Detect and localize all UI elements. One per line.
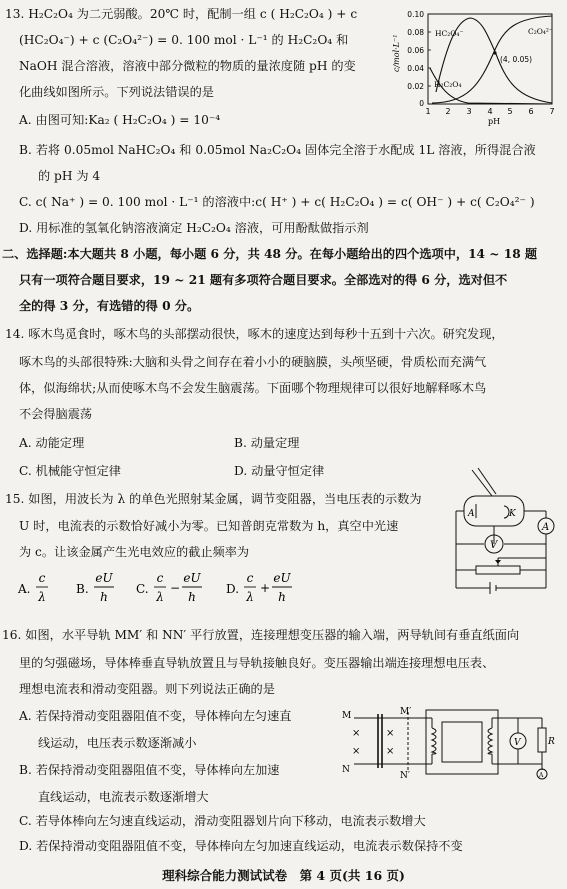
field-cross: ×: [352, 728, 361, 739]
q16-option-a-cont: 线运动，电压表示数逐渐减小: [38, 736, 197, 750]
q13-option-b: B. 若将 0.05mol NaHC₂O₄ 和 0.05mol Na₂C₂O₄ 固体完全溶于水配成 1L 溶液，所得混合液: [19, 143, 536, 157]
q14-line-4: 不会得脑震荡: [19, 407, 93, 421]
q14-line-3: 体，似海绵状;从而使啄木鸟不会发生脑震荡。下面哪个物理规律可以很好地解释啄木鸟: [19, 381, 487, 395]
frac-den: h: [278, 590, 286, 604]
q13-option-d: D. 用标准的氢氧化钠溶液滴定 H₂C₂O₄ 溶液，可用酚酞做指示剂: [19, 221, 369, 235]
q16-transformer-diagram: [342, 704, 558, 782]
xtick: 6: [528, 107, 534, 116]
q13-line-1: 13. H₂C₂O₄ 为二元弱酸。20℃ 时，配制一组 c ( H₂C₂O₄ ) + c: [5, 7, 358, 21]
q15-line-2: U 时，电流表的示数恰好减小为零。已知普朗克常数为 h，真空中光速: [19, 519, 399, 533]
q13-line-4: 化曲线如图所示。下列说法错误的是: [19, 85, 214, 99]
label-n-prime: N′: [400, 771, 410, 781]
tube-label-k: K: [509, 509, 516, 519]
xtick: 3: [466, 107, 472, 116]
frac-den: λ: [246, 590, 254, 604]
frac-num: c: [38, 571, 46, 585]
ammeter-label: A: [539, 772, 544, 779]
section2-line-1: 二、选择题:本大题共 8 小题，每小题 6 分，共 48 分。在每小题给出的四个选项中，14 ~ 18 题: [2, 247, 538, 261]
rheostat-label: R: [548, 737, 555, 747]
ytick: 0.06: [407, 46, 424, 55]
ytick: 0.04: [407, 64, 424, 73]
q16-option-d: D. 若保持滑动变阻器阻值不变，导体棒向左匀加速直线运动，电流表示数保持不变: [19, 839, 463, 853]
q16-option-b-cont: 直线运动，电流表示数逐渐增大: [38, 790, 209, 804]
field-cross: ×: [352, 746, 361, 757]
q13-concentration-chart: [388, 4, 560, 128]
intersection-point: [493, 51, 496, 54]
page-footer: 理科综合能力测试试卷 第 4 页(共 16 页): [162, 868, 405, 883]
label-point: (4, 0.05): [500, 55, 533, 64]
section2-line-2: 只有一项符合题目要求，19 ~ 21 题有多项符合题目要求。全部选对的得 6 分，选对但不: [19, 273, 508, 287]
xtick: 2: [445, 107, 451, 116]
q13-line-2: (HC₂O₄⁻) + c (C₂O₄²⁻) = 0. 100 mol · L⁻¹ 的 H₂C₂O₄ 和: [19, 33, 349, 47]
plus-sign: +: [260, 581, 271, 595]
label-hc2o4: HC₂O₄⁻: [435, 29, 464, 38]
frac-den: λ: [38, 590, 46, 604]
ytick: 0.02: [407, 82, 424, 91]
frac-den: h: [100, 590, 108, 604]
label-h2c2o4: H₂C₂O₄: [434, 80, 462, 89]
label-n: N: [342, 765, 350, 775]
frac-num: c: [156, 571, 164, 585]
q15-photoelectric-circuit: [446, 466, 562, 600]
q15-line-1: 15. 如图，用波长为 λ 的单色光照射某金属，调节变阻器，当电压表的示数为: [5, 492, 422, 506]
label-m: M: [342, 711, 352, 721]
q13-option-b-cont: 的 pH 为 4: [38, 169, 101, 183]
frac-den: h: [188, 590, 196, 604]
xtick: 4: [487, 107, 493, 116]
q15-option-d-label: D.: [226, 582, 240, 596]
section2-line-3: 全的得 3 分，有选错的得 0 分。: [19, 299, 200, 313]
q15-option-b-label: B.: [76, 582, 89, 596]
q14-line-1: 14. 啄木鸟觅食时，啄木鸟的头部摆动很快，啄木的速度达到每秒十五到十六次。研究发现，: [5, 327, 504, 341]
chart-ylabel: c/mol·L⁻¹: [392, 34, 401, 72]
voltmeter-label: V: [490, 540, 498, 551]
chart-xlabel: pH: [488, 117, 501, 126]
tube-label-a: A: [468, 509, 475, 519]
field-cross: ×: [386, 746, 395, 757]
frac-den: λ: [156, 590, 164, 604]
q16-option-c: C. 若导体棒向左匀速直线运动，滑动变阻器划片向下移动，电流表示数增大: [19, 814, 426, 828]
xtick: 1: [425, 107, 431, 116]
ytick: 0.10: [407, 10, 424, 19]
label-m-prime: M′: [400, 707, 412, 717]
ammeter-label: A: [542, 522, 550, 533]
q16-line-2: 里的匀强磁场，导体棒垂直导轨放置且与导轨接触良好。变压器输出端连接理想电压表、: [19, 656, 495, 670]
q15-option-a-label: A.: [18, 582, 31, 596]
q14-option-d: D. 动量守恒定律: [234, 464, 325, 478]
label-c2o4: C₂O₄²⁻: [528, 27, 553, 36]
q13-option-a: A. 由图可知:Ka₂ ( H₂C₂O₄ ) = 10⁻⁴: [19, 113, 221, 127]
q13-line-3: NaOH 混合溶液，溶液中部分微粒的物质的量浓度随 pH 的变: [19, 59, 356, 73]
q14-option-a: A. 动能定理: [19, 436, 85, 450]
q15-line-3: 为 c。让该金属产生光电效应的截止频率为: [19, 545, 250, 559]
frac-num: eU: [273, 571, 291, 585]
q15-option-c-label: C.: [136, 582, 149, 596]
frac-num: c: [246, 571, 254, 585]
ytick: 0.08: [407, 28, 424, 37]
frac-num: eU: [95, 571, 113, 585]
ytick: 0: [419, 99, 424, 108]
frac-num: eU: [183, 571, 201, 585]
q15-options: [14, 568, 314, 608]
voltmeter-label: V: [514, 738, 521, 748]
q14-line-2: 啄木鸟的头部很特殊:大脑和头骨之间存在着小小的硬脑膜，头颅坚硬，骨质松而充满气: [19, 355, 487, 369]
xtick: 5: [507, 107, 513, 116]
q16-option-b: B. 若保持滑动变阻器阻值不变，导体棒向左加速: [19, 763, 280, 777]
q13-option-c: C. c( Na⁺ ) = 0. 100 mol · L⁻¹ 的溶液中:c( H⁺ ) + c( H₂C₂O₄ ) = c( OH⁻ ) + c( C₂O₄²⁻ ): [19, 195, 535, 209]
q16-line-3: 理想电流表和滑动变阻器。则下列说法正确的是: [19, 682, 275, 696]
minus-sign: −: [170, 581, 181, 595]
q14-option-c: C. 机械能守恒定律: [19, 464, 121, 478]
q14-option-b: B. 动量定理: [234, 436, 300, 450]
q16-option-a: A. 若保持滑动变阻器阻值不变，导体棒向左匀速直: [19, 709, 292, 723]
field-cross: ×: [386, 728, 395, 739]
xtick: 7: [549, 107, 555, 116]
q16-line-1: 16. 如图，水平导轨 MM′ 和 NN′ 平行放置，连接理想变压器的输入端，两导轨间有垂直纸面向: [2, 628, 520, 642]
